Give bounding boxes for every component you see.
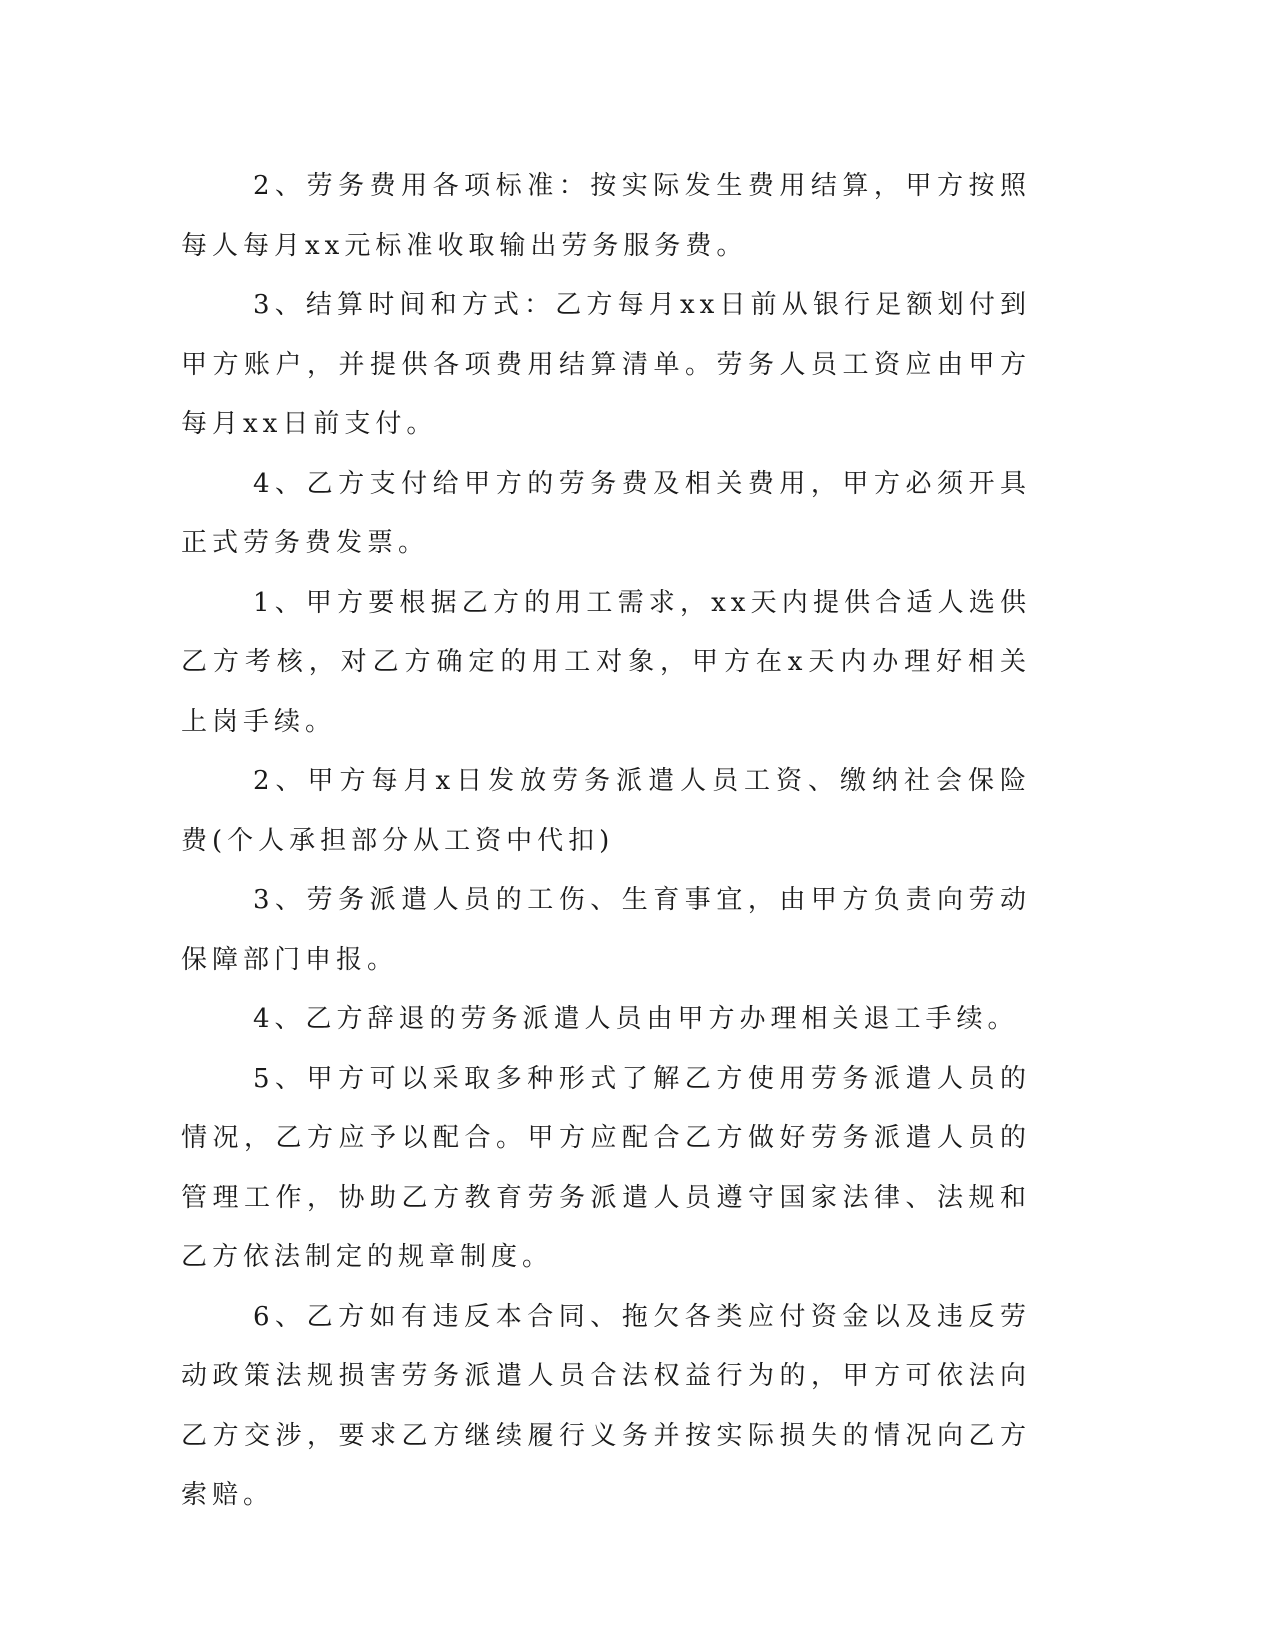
paragraph: 5、甲方可以采取多种形式了解乙方使用劳务派遣人员的情况，乙方应予以配合。甲方应配合乙方做好劳务派遣人员的管理工作，协助乙方教育劳务派遣人员遵守国家法律、法规和乙方依法制定的规章制度。	[181, 1063, 1031, 1272]
paragraph: 1、甲方要根据乙方的用工需求，xx天内提供合适人选供乙方考核，对乙方确定的用工对象，甲方在x天内办理好相关上岗手续。	[181, 587, 1031, 737]
document-body	[181, 157, 1031, 1526]
paragraph: 2、劳务费用各项标准：按实际发生费用结算，甲方按照每人每月xx元标准收取输出劳务服务费。	[181, 171, 1031, 261]
paragraph: 3、结算时间和方式：乙方每月xx日前从银行足额划付到甲方账户，并提供各项费用结算清单。劳务人员工资应由甲方每月xx日前支付。	[181, 290, 1031, 439]
paragraph: 3、劳务派遣人员的工伤、生育事宜，由甲方负责向劳动保障部门申报。	[181, 885, 1031, 975]
paragraph: 6、乙方如有违反本合同、拖欠各类应付资金以及违反劳动政策法规损害劳务派遣人员合法权益行为的，甲方可依法向乙方交涉，要求乙方继续履行义务并按实际损失的情况向乙方索赔。	[181, 1301, 1031, 1510]
paragraph: 2、甲方每月x日发放劳务派遣人员工资、缴纳社会保险费(个人承担部分从工资中代扣)	[181, 766, 1031, 856]
paragraph: 4、乙方支付给甲方的劳务费及相关费用，甲方必须开具正式劳务费发票。	[181, 468, 1031, 558]
paragraph: 4、乙方辞退的劳务派遣人员由甲方办理相关退工手续。	[253, 1004, 1019, 1034]
